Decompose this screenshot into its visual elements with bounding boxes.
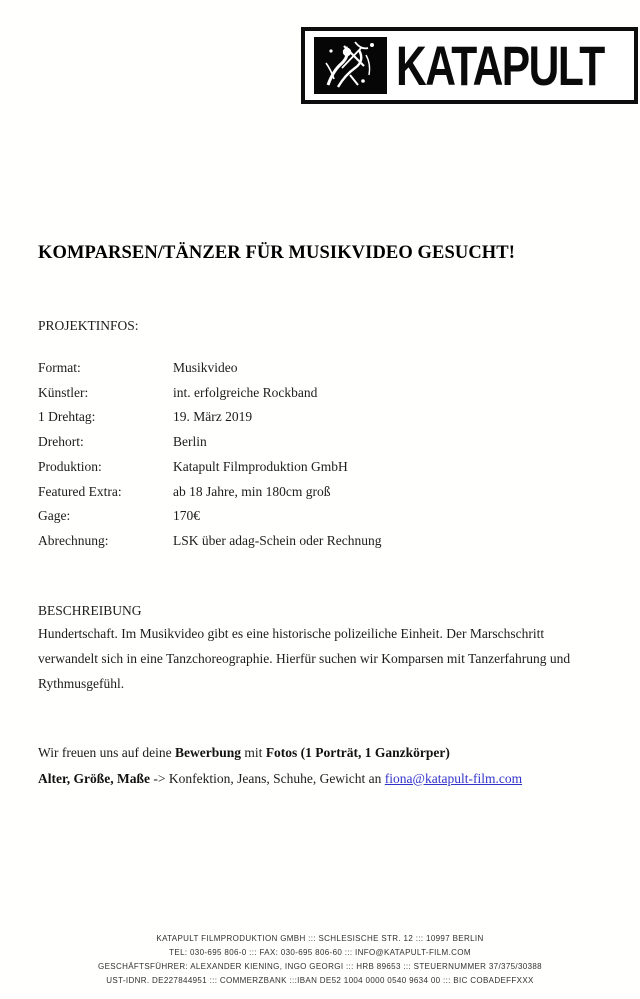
info-value: Berlin [173, 434, 207, 450]
info-label: Drehort: [38, 434, 84, 450]
info-label: Gage: [38, 508, 71, 524]
application-line-1 [38, 740, 603, 766]
slingshot-figure-icon [314, 37, 387, 94]
info-value: LSK über adag-Schein oder Rechnung [173, 532, 382, 548]
beschreibung-text: Hundertschaft. Im Musikvideo gibt es eine historische polizeiliche Einheit. Der Marschschritt verwandelt sich in eine Tanzchoreographie. Hierfür suchen wir Komparsen mit Tanzerfahrung und Rythmusgefühl. [38, 626, 571, 692]
footer-line-legal: GESCHÄFTSFÜHRER: ALEXANDER KIENING, INGO GEORGI ::: HRB 89653 ::: STEUERNUMMER 37/375/30388 [98, 962, 542, 971]
application-text: Wir freuen uns auf deine [38, 745, 176, 760]
info-value: 19. März 2019 [173, 409, 253, 425]
email-link[interactable]: fiona@katapult-film.com [384, 770, 523, 786]
info-row-abrechnung [38, 529, 558, 554]
info-label: Format: [38, 360, 81, 375]
info-row-gage [38, 504, 558, 529]
application-text: -> Konfektion, Jeans, Schuhe, Gewicht an [149, 770, 385, 786]
katapult-logo [301, 27, 638, 104]
info-row-drehort [38, 430, 558, 455]
info-value: Katapult Filmproduktion GmbH [173, 458, 348, 474]
info-row-kuenstler [38, 381, 558, 406]
katapult-logo-text: KATAPULT [396, 34, 604, 97]
application-section [38, 740, 603, 791]
footer-line-address: KATAPULT FILMPRODUKTION GMBH ::: SCHLESISCHE STR. 12 ::: 10997 BERLIN [156, 934, 484, 943]
beschreibung-heading: BESCHREIBUNG [38, 603, 142, 618]
info-value: 170€ [173, 508, 200, 524]
projektinfos-table [38, 356, 558, 554]
info-label: 1 Drehtag: [38, 409, 96, 425]
application-text: mit [241, 745, 266, 760]
info-row-produktion [38, 455, 558, 480]
info-row-format [38, 356, 558, 381]
info-row-drehtag [38, 405, 558, 430]
info-value: int. erfolgreiche Rockband [173, 384, 318, 400]
info-label: Abrechnung: [38, 532, 109, 548]
application-line-2 [38, 766, 603, 792]
page-title: KOMPARSEN/TÄNZER FÜR MUSIKVIDEO GESUCHT! [38, 243, 515, 263]
fotos-bold: Fotos (1 Porträt, 1 Ganzkörper) [265, 745, 450, 760]
info-value: Musikvideo [173, 360, 238, 375]
info-label: Featured Extra: [38, 483, 122, 499]
bewerbung-bold: Bewerbung [175, 745, 242, 760]
info-value: ab 18 Jahre, min 180cm groß [173, 483, 331, 499]
info-label: Produktion: [38, 458, 102, 474]
info-label: Künstler: [38, 384, 89, 400]
info-row-featured-extra [38, 480, 558, 505]
footer-line-contact: TEL: 030-695 806-0 ::: FAX: 030-695 806-60 ::: INFO@KATAPULT-FILM.COM [169, 948, 471, 957]
projektinfos-heading: PROJEKTINFOS: [38, 318, 139, 333]
footer [0, 932, 640, 988]
footer-line-bank: UST-IDNR. DE227844951 ::: COMMERZBANK :::IBAN DE52 1004 0000 0540 9634 00 ::: BIC COBADEFFXXX [106, 976, 534, 985]
masse-bold: Alter, Größe, Maße [38, 770, 150, 786]
